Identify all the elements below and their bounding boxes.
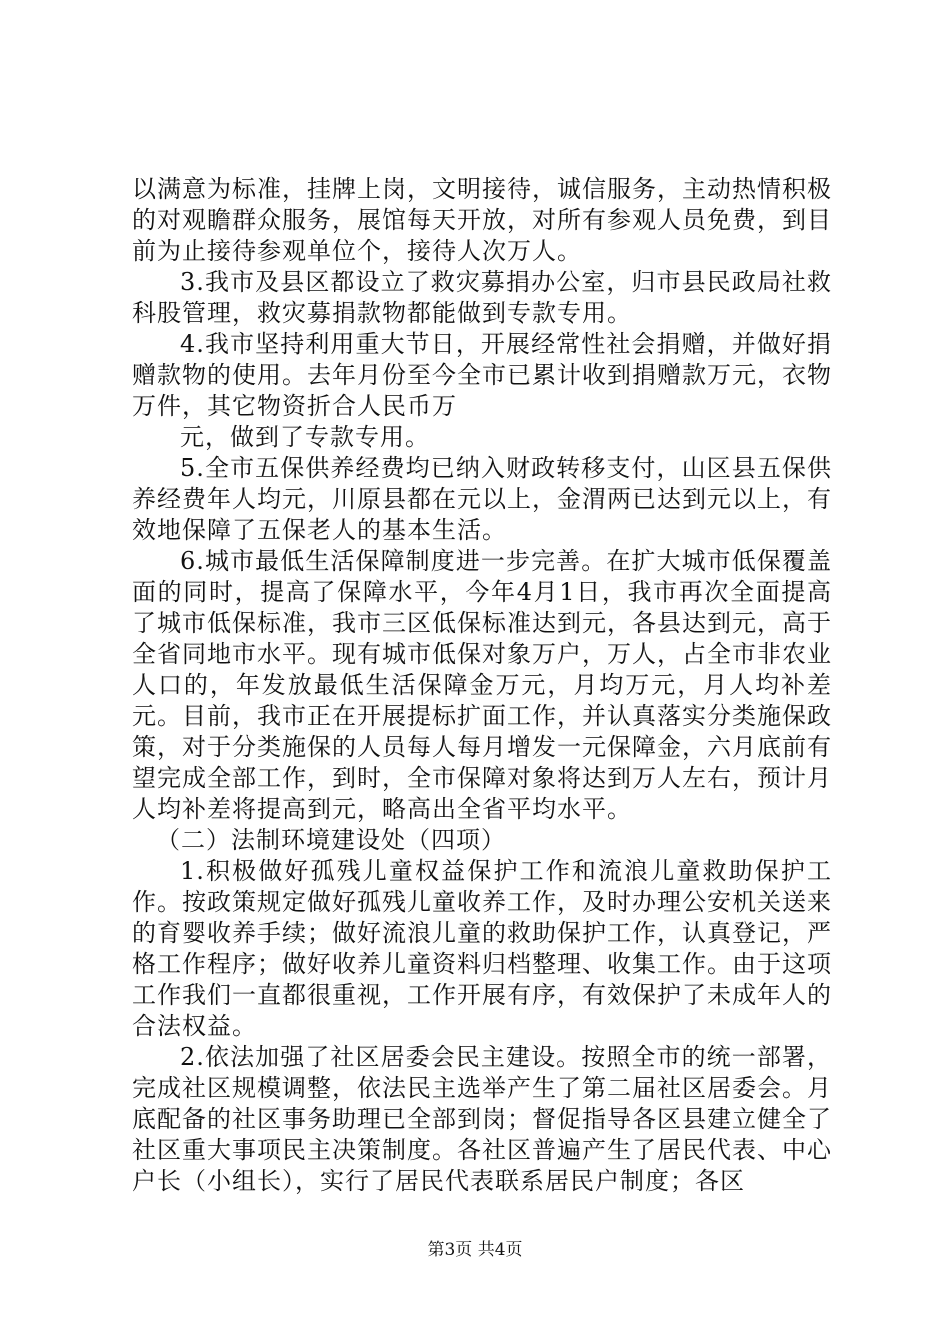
paragraph-7: 1.积极做好孤残儿童权益保护工作和流浪儿童救助保护工作。按政策规定做好孤残儿童收养工作，及时办理公安机关送来的育婴收养手续；做好流浪儿童的救助保护工作，认真登记，严格工作程序；做好收养儿童资料归档整理、收集工作。由于这项工作我们一直都很重视，工作开展有序，有效保护了未成年人的合法权益。 <box>132 857 832 1040</box>
paragraph-6: 6.城市最低生活保障制度进一步完善。在扩大城市低保覆盖面的同时，提高了保障水平，今年4月1日，我市再次全面提高了城市低保标准，我市三区低保标准达到元，各县达到元，高于全省同地市水平。现有城市低保对象万户，万人，占全市非农业人口的，年发放最低生活保障金万元，月均万元，月人均补差元。目前，我市正在开展提标扩面工作，并认真落实分类施保政策，对于分类施保的人员每人每月增发一元保障金，六月底前有望完成全部工作，到时，全市保障对象将达到万人左右，预计月人均补差将提高到元，略高出全省平均水平。 <box>132 547 832 823</box>
section-heading: （二）法制环境建设处（四项） <box>156 826 506 854</box>
document-body <box>132 174 832 1197</box>
page-number-footer: 第3页 共4页 <box>427 1240 523 1260</box>
paragraph-4: 元，做到了专款专用。 <box>180 423 430 451</box>
paragraph-2: 3.我市及县区都设立了救灾募捐办公室，归市县民政局社救科股管理，救灾募捐款物都能做到专款专用。 <box>132 268 832 327</box>
paragraph-8: 2.依法加强了社区居委会民主建设。按照全市的统一部署，完成社区规模调整，依法民主选举产生了第二届社区居委会。月底配备的社区事务助理已全部到岗；督促指导各区县建立健全了社区重大事项民主决策制度。各社区普遍产生了居民代表、中心户长（小组长），实行了居民代表联系居民户制度；各区 <box>132 1043 832 1195</box>
paragraph-5: 5.全市五保供养经费均已纳入财政转移支付，山区县五保供养经费年人均元，川原县都在元以上，金渭两已达到元以上，有效地保障了五保老人的基本生活。 <box>132 454 832 544</box>
paragraph-1: 以满意为标准，挂牌上岗，文明接待，诚信服务，主动热情积极的对观瞻群众服务，展馆每天开放，对所有参观人员免费，到目前为止接待参观单位个，接待人次万人。 <box>132 175 832 265</box>
paragraph-3: 4.我市坚持利用重大节日，开展经常性社会捐赠，并做好捐赠款物的使用。去年月份至今全市已累计收到捐赠款万元，衣物万件，其它物资折合人民币万 <box>132 330 832 420</box>
